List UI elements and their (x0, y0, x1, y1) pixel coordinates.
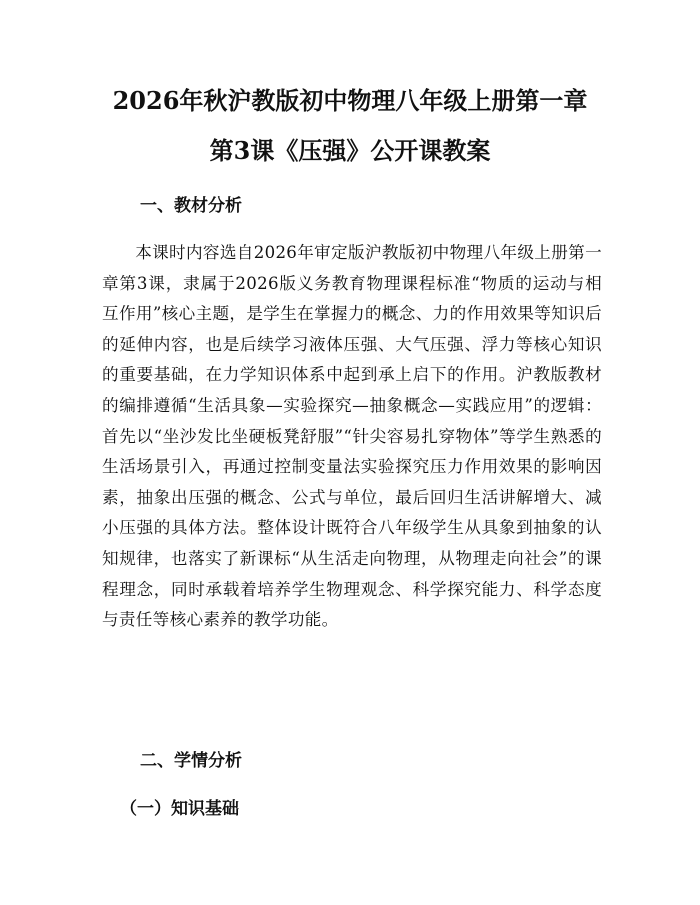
document-title-line-1: 2026年秋沪教版初中物理八年级上册第一章 (112, 86, 588, 115)
section-heading-student-analysis: 二、学情分析 (140, 751, 242, 771)
section-heading-textbook-analysis: 一、教材分析 (140, 196, 242, 216)
textbook-analysis-paragraph: 本课时内容选自2026年审定版沪教版初中物理八年级上册第一章第3课，隶属于2026版义务教育物理课程标准“物质的运动与相互作用”核心主题，是学生在掌握力的概念、力的作用效果等知识后的延伸内容，也是后续学习液体压强、大气压强、浮力等核心知识的重要基础，在力学知识体系中起到承上启下的作用。沪教版教材的编排遵循“生活具象—实验探究—抽象概念—实践应用”的逻辑：首先以“坐沙发比坐硬板凳舒服”“针尖容易扎穿物体”等学生熟悉的生活场景引入，再通过控制变量法实验探究压力作用效果的影响因素，抽象出压强的概念、公式与单位，最后回归生活讲解增大、减小压强的具体方法。整体设计既符合八年级学生从具象到抽象的认知规律，也落实了新课标“从生活走向物理，从物理走向社会”的课程理念，同时承载着培养学生物理观念、科学探究能力、科学态度与责任等核心素养的教学功能。 (102, 243, 602, 630)
document-title-line-2: 第3课《压强》公开课教案 (209, 136, 491, 165)
subsection-heading-knowledge-base: （一）知识基础 (120, 799, 239, 819)
